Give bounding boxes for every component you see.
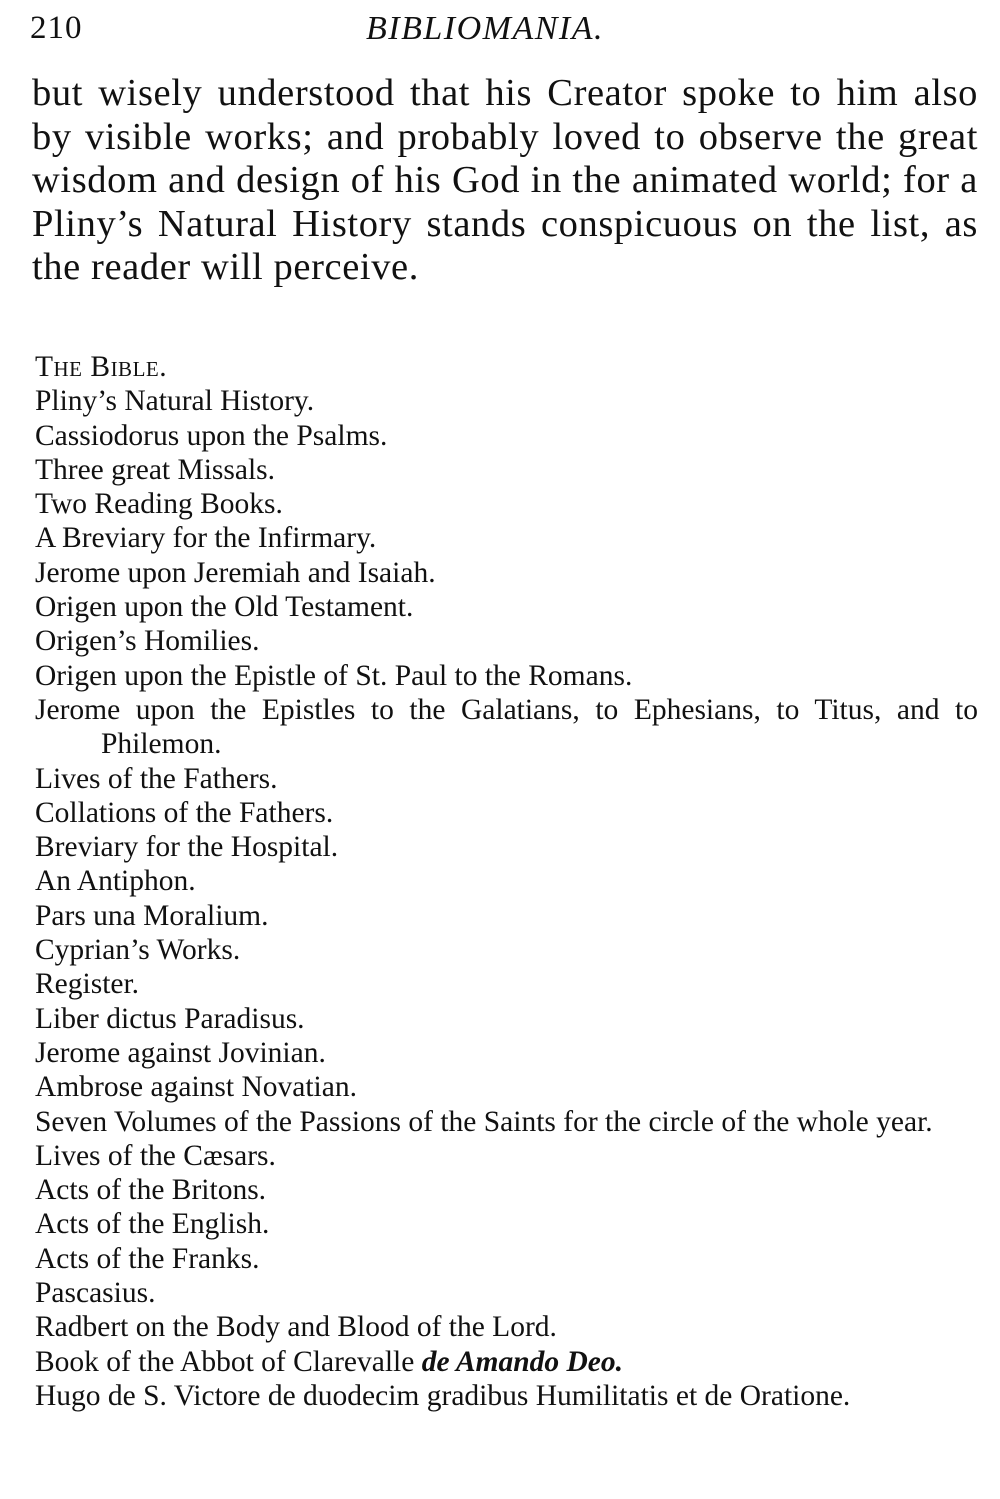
list-item: An Antiphon.: [35, 865, 196, 898]
list-item: Register.: [35, 968, 140, 1001]
list-item: Radbert on the Body and Blood of the Lord.: [35, 1311, 557, 1344]
list-item: Lives of the Cæsars.: [35, 1139, 276, 1172]
list-item: Origen upon the Old Testament.: [35, 591, 414, 624]
list-item: Seven Volumes of the Passions of the Saints for the circle of the whole year.: [35, 1105, 933, 1138]
list-item: Collations of the Fathers.: [35, 796, 334, 829]
list-item: Acts of the Britons.: [35, 1174, 267, 1207]
list-item: Origen’s Homilies.: [35, 625, 260, 658]
running-title: BIBLIOMANIA.: [366, 10, 605, 47]
list-item: Liber dictus Paradisus.: [35, 1002, 305, 1035]
list-item: Jerome upon the Epistles to the Galatians, to Ephesians, to Titus, and to Philemon.: [35, 693, 978, 761]
list-item: Jerome against Jovinian.: [35, 1036, 326, 1069]
list-item: Pascasius.: [35, 1277, 156, 1310]
list-item: Ambrose against Novatian.: [35, 1071, 357, 1104]
book-list: [35, 350, 978, 1413]
list-item: Hugo de S. Victore de duodecim gradibus Humilitatis et de Oratione.: [35, 1379, 851, 1412]
list-item: Pliny’s Natural History.: [35, 385, 315, 418]
list-item: Cyprian’s Works.: [35, 934, 241, 967]
list-item: Two Reading Books.: [35, 488, 283, 521]
list-item: Acts of the Franks.: [35, 1242, 260, 1275]
list-item: Origen upon the Epistle of St. Paul to the Romans.: [35, 659, 633, 692]
intro-paragraph: but wisely understood that his Creator spoke to him also by visible works; and probably loved to observe the great wisdom and design of his God in the animated world; for a Pliny’s Natural History stands conspicuous on the list, as the reader will perceive.: [32, 72, 978, 289]
running-head: [30, 10, 978, 50]
list-item: Three great Missals.: [35, 453, 276, 486]
list-item: Pars una Moralium.: [35, 899, 269, 932]
list-item: [35, 1345, 978, 1379]
list-item: Cassiodorus upon the Psalms.: [35, 419, 388, 452]
list-item: The Bible.: [35, 351, 168, 383]
list-item: Breviary for the Hospital.: [35, 831, 339, 864]
list-item: Jerome upon Jeremiah and Isaiah.: [35, 556, 436, 589]
page-number: 210: [30, 10, 83, 46]
list-item-text: Book of the Abbot of Clarevalle: [35, 1345, 422, 1378]
list-item: Acts of the English.: [35, 1208, 270, 1241]
italic-title: de Amando Deo.: [421, 1345, 624, 1378]
list-item: Lives of the Fathers.: [35, 762, 278, 795]
list-item: A Breviary for the Infirmary.: [35, 522, 377, 555]
